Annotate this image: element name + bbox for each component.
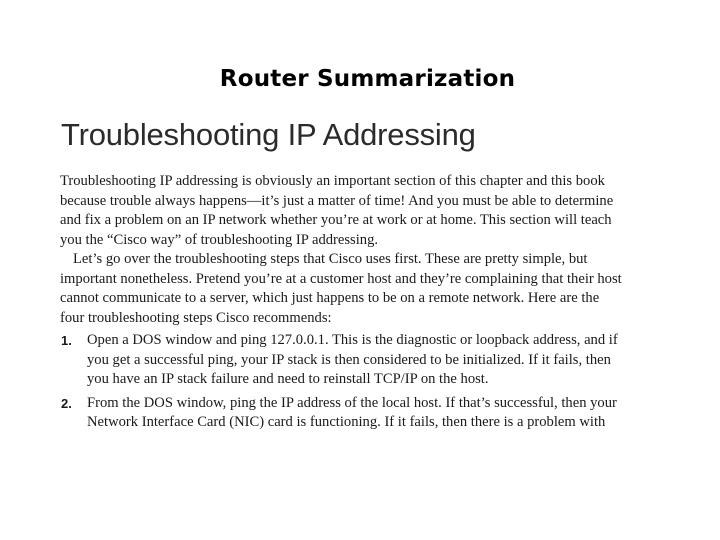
step-number: 2. xyxy=(61,395,72,411)
paragraph-intro: Troubleshooting IP addressing is obviously an important section of this chapter and this book because trouble always happens—it’s just a matter of time! And you must be able to determine and fix a problem on an IP network whether you’re at work or at home. This section will teach you the “Cisco way” of troubleshooting IP addressing. xyxy=(60,173,614,248)
step-number: 1. xyxy=(61,333,72,348)
troubleshooting-steps-list xyxy=(60,331,625,433)
paragraph-steps-intro: Let’s go over the troubleshooting steps that Cisco uses first. These are pretty simple, but important nonetheless. Pretend you’re at a customer host and they’re complaining that their host cannot communicate to a server, which just happens to be on a remote network. Here are the four troubleshooting steps Cisco recommends: xyxy=(60,251,622,326)
list-item xyxy=(60,331,625,390)
step-text: Open a DOS window and ping 127.0.0.1. This is the diagnostic or loopback address, and if you get a successful ping, your IP stack is then considered to be initialized. If it fails, then you have an IP stack failure and need to reinstall TCP/IP on the host. xyxy=(87,332,618,387)
list-item xyxy=(60,394,625,433)
slide-title: Router Summarization xyxy=(219,66,516,92)
document-body xyxy=(60,172,625,433)
step-text: From the DOS window, ping the IP address of the local host. If that’s successful, then your Network Interface Card (NIC) card is functioning. If it fails, then there is a problem with xyxy=(87,394,617,430)
scanned-page xyxy=(60,112,625,437)
document-heading: Troubleshooting IP Addressing xyxy=(61,117,476,152)
